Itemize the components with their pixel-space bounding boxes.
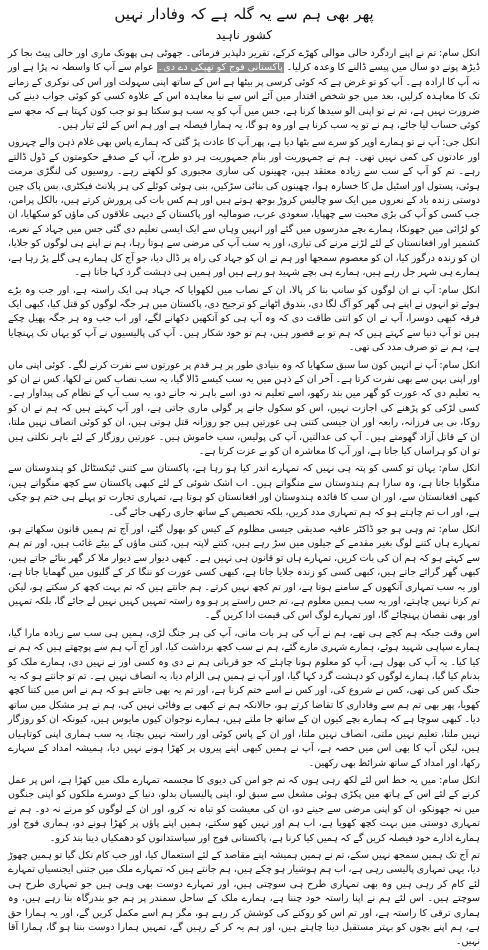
paragraph-text: انکل سام: یہاں تو کسی کو پتہ ہی نہیں کہ تمہارے اندر کیا ہو رہا ہے، پاکستان سے کتنی ٹیکسٹائل کو ہندوستان سے منگوایا جاتا ہے، وہ سارا ہم ہندوستان سے منگواتے ہیں۔ اب اشک شوئی کے لئے کبھی پاکستان سے کچھ منگواتے ہیں، کبھی افغانستان سے، اور ان سب کا فائدہ ہندوستان اور افغانستان کو ہوتا ہے، تمہاری تجارت تو پہلے ہی ختم ہو چکی ہے، اور اب تم چاہتے ہو کہ ہم تمہاری مدد کریں، بلکہ تخصیص کے ساتھ جاری رکھی جائے گی۔ (8, 463, 480, 518)
article-title: پھر بھی ہم سے یہ گلہ ہے کہ وفادار نہیں (114, 5, 374, 23)
article-paragraph (8, 136, 480, 280)
paragraph-text: انکل سام: تم نے اپنے اردگرد حالی موالی کھڑے کرکے، تقریر دلپذیر فرمائی۔ جھوٹی ہی پھونک ماری اور خالی پیٹ بجا کر ڈیڑھ پونے دو سال میں پیسے ڈالنے کا وعدہ کرلیا۔ (8, 48, 480, 74)
article-paragraph (8, 359, 480, 460)
paragraph-text: انکل سام: میں یہ خط اس لئے لکھ رہی ہوں کہ تم جو امن کی دیوی کا مجسمہ تمہارے ملک میں کھڑا ہے، اس پر عمل کرنے کے لئے اس کے ہاتھ میں پکڑی ہوئی مشعل سے سبق لو، اپنی پالیسیاں بدلو، دنیا کے دوسرے ملکوں کو اپنی جنگوں میں نہ جھونکو، ان کو اپنی مرضی سے جینے دو، ان کی معیشت کو تباہ نہ کرو، اور ان کے لوگوں کو مرنے نہ دو۔ ہم نے تمہاری دوستی میں بہت کچھ کھویا ہے، اب ہم اور نہیں کھو سکتے، ہمیں اپنے پاؤں پر کھڑا ہونے دو، ہماری فوج اور ہمارے ادارے خود فیصلہ کریں گے کہ ہمیں کیا کرنا ہے، پاکستانی فوج اور سیاستدانوں کو دھمکیاں دینا بند کرو۔ (8, 774, 480, 844)
paragraph-text: انکل سام: تم وہی ہو جو ڈاکٹر عافیہ صدیقی جیسی مظلوم کے کیس کو بھول گئے، اور آج تم ہمیں قانون سکھاتے ہو، تمہارے ہاں کتنے لوگ بغیر مقدمے کے جیلوں میں سڑ رہے ہیں، کتنے لاپتہ ہیں، کتنی ماؤں کے بیٹے غائب ہیں، اور تم ہم سے کہتے ہو کہ ہم ان کی بات کریں، تمہارے ہاں تو قانون ہی نہیں ہے۔ کبھی دیوار سے دیوار ملا کر گھر بنائے جاتے ہیں، کبھی گھر گرائے جاتے ہیں، کبھی کسی کو زندہ جلایا جاتا ہے، کبھی کسی عورت کو ننگا کر کے گلیوں میں گھمایا جاتا ہے، اور یہ سب تمہاری آنکھوں کے سامنے ہوتا ہے، اور تم کچھ نہیں کرتے۔ ہم جانتے ہیں کہ تم بہت کچھ کر سکتے ہو، لیکن تم کرنا نہیں چاہتے، اور یہ سب ہمیں معلوم ہے، تم جس راستے پر ہو وہ راستہ تمہیں کہیں نہیں لے جائے گا، بلکہ تمہیں اور بھی نقصان پہنچائے گا، اور تمہارے لوگ اس کی قیمت ادا کریں گے۔ (8, 524, 480, 622)
article-paragraph (8, 774, 480, 846)
article-paragraph (8, 627, 480, 771)
paragraph-text: عوام سے آپ کا واسطہ نہ پڑا ہے اور نہ آپ کا ارادہ ہے۔ آپ کو تو غرض ہے کہ کوئی کرسی پر بیٹھا ہے اس کے ساتھ اپنی سہولت اور اس کی نوکری کے زمانے تک کا معاہدہ کرلیں، بعد میں جو شخص اقتدار میں آئے اس سے نیا معاہدہ اس کے علاوہ کسی کو کوئی جواب دینے کی ضرورت نہیں ہے، تم نے تو اپنی الو سیدھا کرنا ہے، جس میں آپ کو یہ سب ہو سکتا ہو تو جب کون کہتا ہے کہ مجھ سے کوئی حساب لیا جائے، ہم نے تو یہ سب کرنا ہے اور وہ ہو گا، یہ ہمارا فیصلہ ہے اور ہم اس کے لئے تیار ہیں۔ (8, 62, 480, 132)
highlighted-text: پاکستانی فوج کو تھپکی دے دی۔ (157, 62, 283, 74)
article-paragraph (8, 523, 480, 624)
article-paragraph (8, 462, 480, 520)
paragraph-text: انکل سام: آپ نے انہیں کون سا سبق سکھایا کہ وہ بنیادی طور پر ہر قدم پر عورتوں سے نفرت کرنے لگے۔ کوئی اپنی ماں اور اپنی بہن سے بھی نفرت کرتا ہے۔ آخر ان کے ذہن میں یہ سب کیسے ڈالا گیا، یہ سب نصاب کس نے لکھا، کس نے ان کو یہ تعلیم دی کہ عورت کو گھر میں بند رکھو، اسے تعلیم نہ دو، اسے باہر نہ جانے دو، یہ سب آپ کے نظام کی پیداوار ہے۔ کسی لڑکی کو پڑھنے کی اجازت نہیں، اس کو سکول جانے پر گولی ماری جاتی ہے، اور آپ کہتے ہیں کہ ہم نے ان کو روکا، بی بی فرزانہ، رابعہ اور ان جیسی کتنی ہی عورتیں ہیں جو روزانہ قتل ہوتی ہیں، ان کو کوئی انصاف نہیں ملتا، ان کے قاتل آزاد گھومتے ہیں۔ آپ کی عدالتیں، آپ کی پولیس، سب خاموش ہیں۔ عورتیں روزگار کے لئے باہر نکلتی ہیں تو ان کو ہراساں کیا جاتا ہے، اور آپ کا معاشرہ ان کو بے عزت کرتا ہے۔ (8, 359, 480, 457)
article-author: کشور ناہید (215, 28, 273, 42)
article-paragraph (8, 284, 480, 356)
paragraph-text: انکل جی: آپ نے تو ہمارے اوپر کو سرے سے بٹھا دیا ہے، پھر آپ کا عادت پڑ گئی کہ ہمارے پاس بھی غلام ذہن والے چہروں اور عادتوں کی کمی نہیں تھی۔ ہم نے جمہوریت اور بنام جمہوریت ہر دو طرح، آپ کے صدقے حکومتوں کے ڈول ڈالتے رہے۔ تم کو آپ کے سب سے زیادہ معتقد ہیں، چھینوں کی ساری مجبوری کو لکھتے رہے۔ روسیوں کی لنگڑی مرمت ہوئی، پستول اور اسٹیل مل کا خسارہ ہوا، چھینوں کی بنائی سڑکیں، بنی ہوئی کوئلے کی ہر پلانٹ فیکٹری، بس پاک چین دوستی زندہ باد کے نعروں میں ایک سو چالیس کروڑ بوجھ ہوتے ہیں اور ہم کس بات کی پرورش کرتے ہیں، بالکل پرامن، جب کسی کو آپ کی بڑی محبت سے چھپایا، سعودی عرب، صومالیہ اور پاکستان کے دیہی علاقوں کی ماؤں کو سکھایا، ان کو لڑائی میں جھونکا، ہمارے بچے مدرسوں میں گئے اور انہیں وہاں سے ایک ایسی تعلیم دی گئی جس میں جہاد کے نعرے، کشمیر اور افغانستان کے لئے لڑنے مرنے کی تیاری، اور یہ سب آپ کی مرضی سے ہوتا رہا، ہم نے اپنے ہی لوگوں کو جلایا، ان کو زندہ درگور کیا، ان کو معصوم سمجھا اور ہم نے ان کو جہاد کی راہ پر ڈال دیا، جو آج کل ہمارے ہی گلے پڑ رہا ہے، ہمارے ہی شہر جل رہے ہیں، ہمارے ہی بچے شہید ہو رہے ہیں اور ہمیں ہی دہشت گرد کہا جاتا ہے۔ (8, 137, 480, 279)
paragraph-text: انکل سام: آپ نے ان لوگوں کو سانپ بنا کر پالا، ان کے نصاب میں لکھوایا کہ جہاد ہی ایک راستہ ہے، اور جب وہ بڑے ہوئے تو انہوں نے اپنے ہی گھر کو آگ لگا دی، بندوق اٹھانے کو ترجیح دی، پاکستان میں ہر جگہ لوگوں کو قتل کیا، کبھی ایک فرقہ کبھی دوسرا، آپ نے ان کو اتنی طاقت دی کہ وہ آپ ہی کو آنکھیں دکھانے لگے، اور اب جب وہ ہر جگہ پھیل چکے ہیں تو آپ دنیا سے کہتے ہیں کہ ہم تو بے قصور ہیں، ہم تو خود شکار ہیں۔ آپ کی پالیسیوں نے آپ کو یہاں تک پہنچایا ہے، ہم نے تو صرف مدد کی تھی۔ (8, 284, 480, 354)
paragraph-text: تم آج تک ہمیں سمجھ نہیں سکے، تم نے ہمیں ہمیشہ اپنے مقاصد کے لئے استعمال کیا، اور جب کام نکل گیا تو ہمیں چھوڑ دیا، یہی تمہاری پالیسی رہی ہے، اب ہم ہوشیار ہو چکے ہیں، ہم جانتے ہیں کہ تمہارے ملک میں جتنی ایجنسیاں تمہارے لئے کام کر رہی ہیں وہ بھی تمہاری طرح ہی سوچتی ہیں، اور تمہارے دوست بھی وہی ہیں جو تمہاری طرح ہی سوچتے ہیں۔ اس لئے ہم نے اپنا راستہ خود چننا ہے، ہمارے ملک کے ساحل سمندر پر ہم جو بندرگاہ بنا رہے ہیں، وہ ہماری ترقی کا راستہ ہے، اور تم اس کو روکنے کی کوشش کر رہے ہو، مگر ہم اسے مکمل کریں گے، اور یہ ہمارا حق ہے، ہم اپنے بچوں کو بہتر مستقبل دینا چاہتے ہیں، اور ہم یہ کر کے رہیں گے، تمہیں ہمارا دوست بننا ہو گا، ہمارا آقا نہیں۔ (8, 849, 480, 948)
article-paragraph (8, 47, 480, 133)
article-paragraph (8, 849, 480, 950)
paragraph-text: اس وقت جبکہ ہم کچے ہی تھے، ہم نے آپ کی ہر بات مانی، آپ کی ہر جنگ لڑی، ہمیں ہی سب سے زیادہ مارا گیا، ہمارے سپاہی شہید ہوئے، ہمارے شہری مارے گئے، ہم نے سب کچھ برداشت کیا، اور آج آپ ہم سے پوچھتے ہیں کہ ہم نے کیا کیا۔ یہ آپ کی بھول ہے، آپ کو معلوم ہونا چاہئے کہ جو قربانی ہم نے دی وہ کسی اور نے نہیں دی، ہمارے ملک کو بدنام کیا گیا، ہمارے لوگوں کو دہشت گرد کہا گیا، اور آپ نے ہمیں ہی الزام دیا، یہ انصاف نہیں ہے۔ تم تو جانتے ہو کہ یہ جنگ کس کی تھی، کس نے شروع کی، اور کس نے اسے ختم کرنا ہے، اور تم یہ بھی جانتے ہو کہ ہم نے اس میں کتنا کچھ کھویا، پھر بھی تم ہم سے وفاداری کا تقاضا کرتے ہو، حالانکہ ہم نے کبھی بے وفائی نہیں کی، ہم نے ہر مشکل میں ساتھ دیا۔ کبھی سوچا ہے کہ ہمارے بچے کیوں ان کے ساتھ جا ملتے ہیں، ہمارے نوجوان کیوں مایوس ہیں، کیونکہ ان کو روزگار نہیں ملتا، تعلیم نہیں ملتی، انصاف نہیں ملتا، اور ان کے پاس کوئی اور راستہ نہیں بچتا، یہ سب ہماری اپنی کوتاہیاں ہیں، لیکن آپ کا بھی اس میں حصہ ہے، آپ نے ہمیں کبھی اپنے پیروں پر کھڑا ہونے نہیں دیا، ہمیشہ امداد کے سہارے رکھا، اور امداد کے ساتھ شرائط بھی رکھیں۔ (8, 627, 480, 769)
